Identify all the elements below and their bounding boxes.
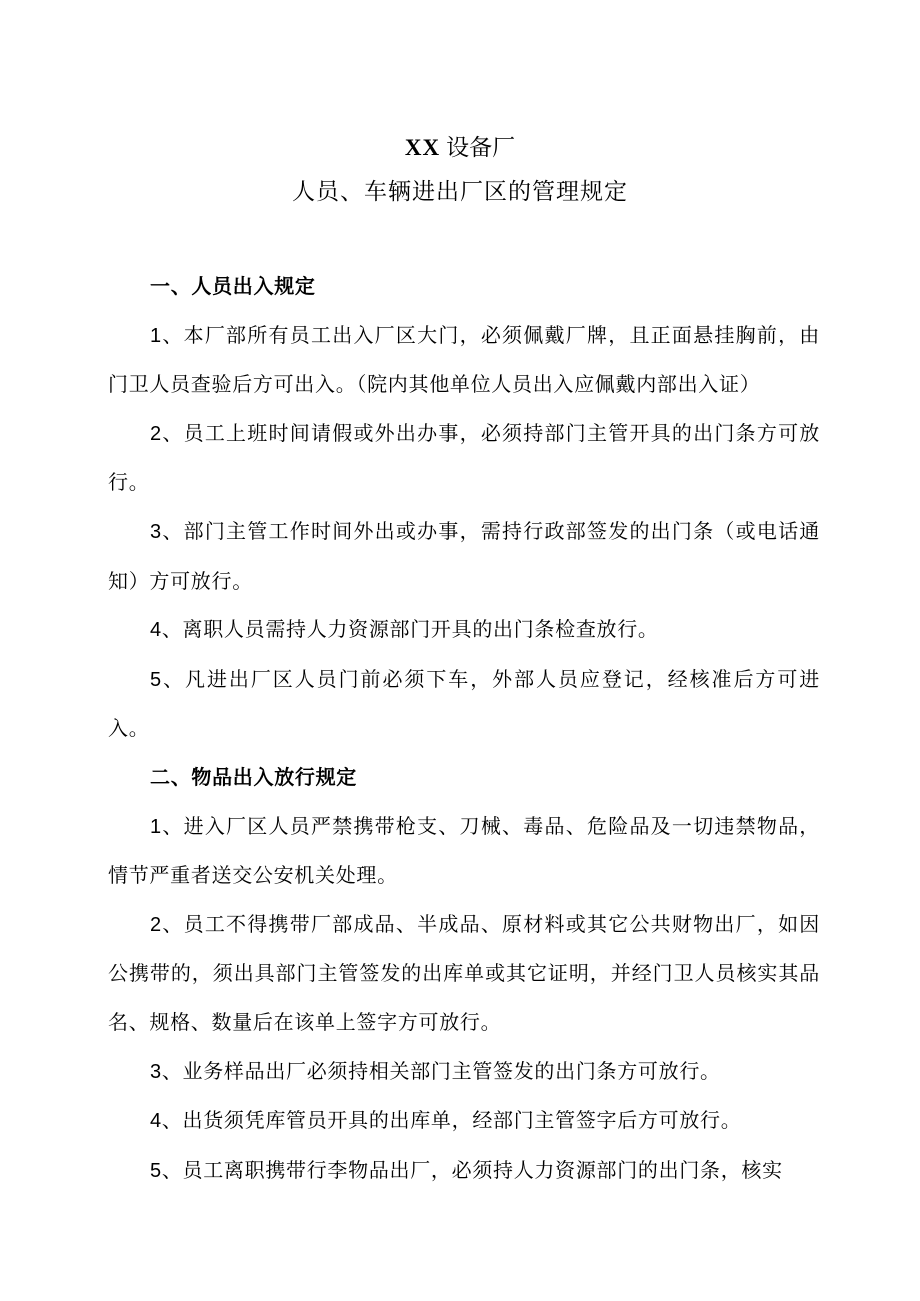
paragraph-text: 、员工不得携带厂部成品、半成品、原材料或其它公共财物出厂，如因公携带的，须出具部门主管签发的出库单或其它证明，并经门卫人员核实其品名、规格、数量后在该单上签字方可放行。 <box>108 911 820 1034</box>
paragraph-number: 2 <box>150 913 162 936</box>
paragraph-number: 4 <box>150 619 162 642</box>
document-title <box>0 128 920 168</box>
paragraph-number: 5 <box>150 1159 162 1182</box>
paragraph-text: 、本厂部所有员工出入厂区大门，必须佩戴厂牌，且正面悬挂胸前，由门卫人员查验后方可出入。（院内其他单位人员出入应佩戴内部出入证） <box>108 322 820 397</box>
paragraph-text: 、员工离职携带行李物品出厂，必须持人力资源部门的出门条，核实 <box>161 1157 783 1182</box>
paragraph-number: 5 <box>150 668 162 691</box>
paragraph-number: 3 <box>150 520 162 543</box>
paragraph-text: 、进入厂区人员严禁携带枪支、刀械、毒品、危险品及一切违禁物品，情节严重者送交公安机关处理。 <box>108 813 820 888</box>
paragraph-text: 、员工上班时间请假或外出办事，必须持部门主管开具的出门条方可放行。 <box>108 420 820 495</box>
paragraph <box>108 1096 820 1146</box>
section-heading: 一、人员出入规定 <box>150 274 316 298</box>
paragraph-number: 4 <box>150 1110 162 1133</box>
paragraph <box>108 655 820 753</box>
paragraph <box>108 409 820 507</box>
paragraph <box>108 1146 820 1196</box>
paragraph <box>108 900 820 1047</box>
paragraph-text: 、部门主管工作时间外出或办事，需持行政部签发的出门条（或电话通知）方可放行。 <box>108 518 820 593</box>
paragraph-text: 、离职人员需持人力资源部门开具的出门条检查放行。 <box>161 617 659 642</box>
paragraph-text: 、业务样品出厂必须持相关部门主管签发的出门条方可放行。 <box>161 1058 721 1083</box>
title-block <box>0 128 920 212</box>
title-rest: 设备厂 <box>446 135 516 161</box>
paragraph <box>108 802 820 900</box>
paragraph-number: 3 <box>150 1060 162 1083</box>
document-body <box>108 262 820 1195</box>
paragraph-text: 、出货须凭库管员开具的出库单，经部门主管签字后方可放行。 <box>161 1108 742 1133</box>
paragraph <box>108 1047 820 1097</box>
document-subtitle: 人员、车辆进出厂区的管理规定 <box>292 179 628 205</box>
paragraph-number: 2 <box>150 422 162 445</box>
section-heading: 二、物品出入放行规定 <box>150 764 357 789</box>
paragraph-number: 1 <box>150 324 162 347</box>
paragraph <box>108 605 820 655</box>
paragraph <box>108 311 820 409</box>
paragraph-number: 1 <box>150 815 162 838</box>
paragraph-text: 、凡进出厂区人员门前必须下车，外部人员应登记，经核准后方可进入。 <box>108 666 820 741</box>
title-xx: XX <box>404 135 441 160</box>
paragraph <box>108 507 820 605</box>
